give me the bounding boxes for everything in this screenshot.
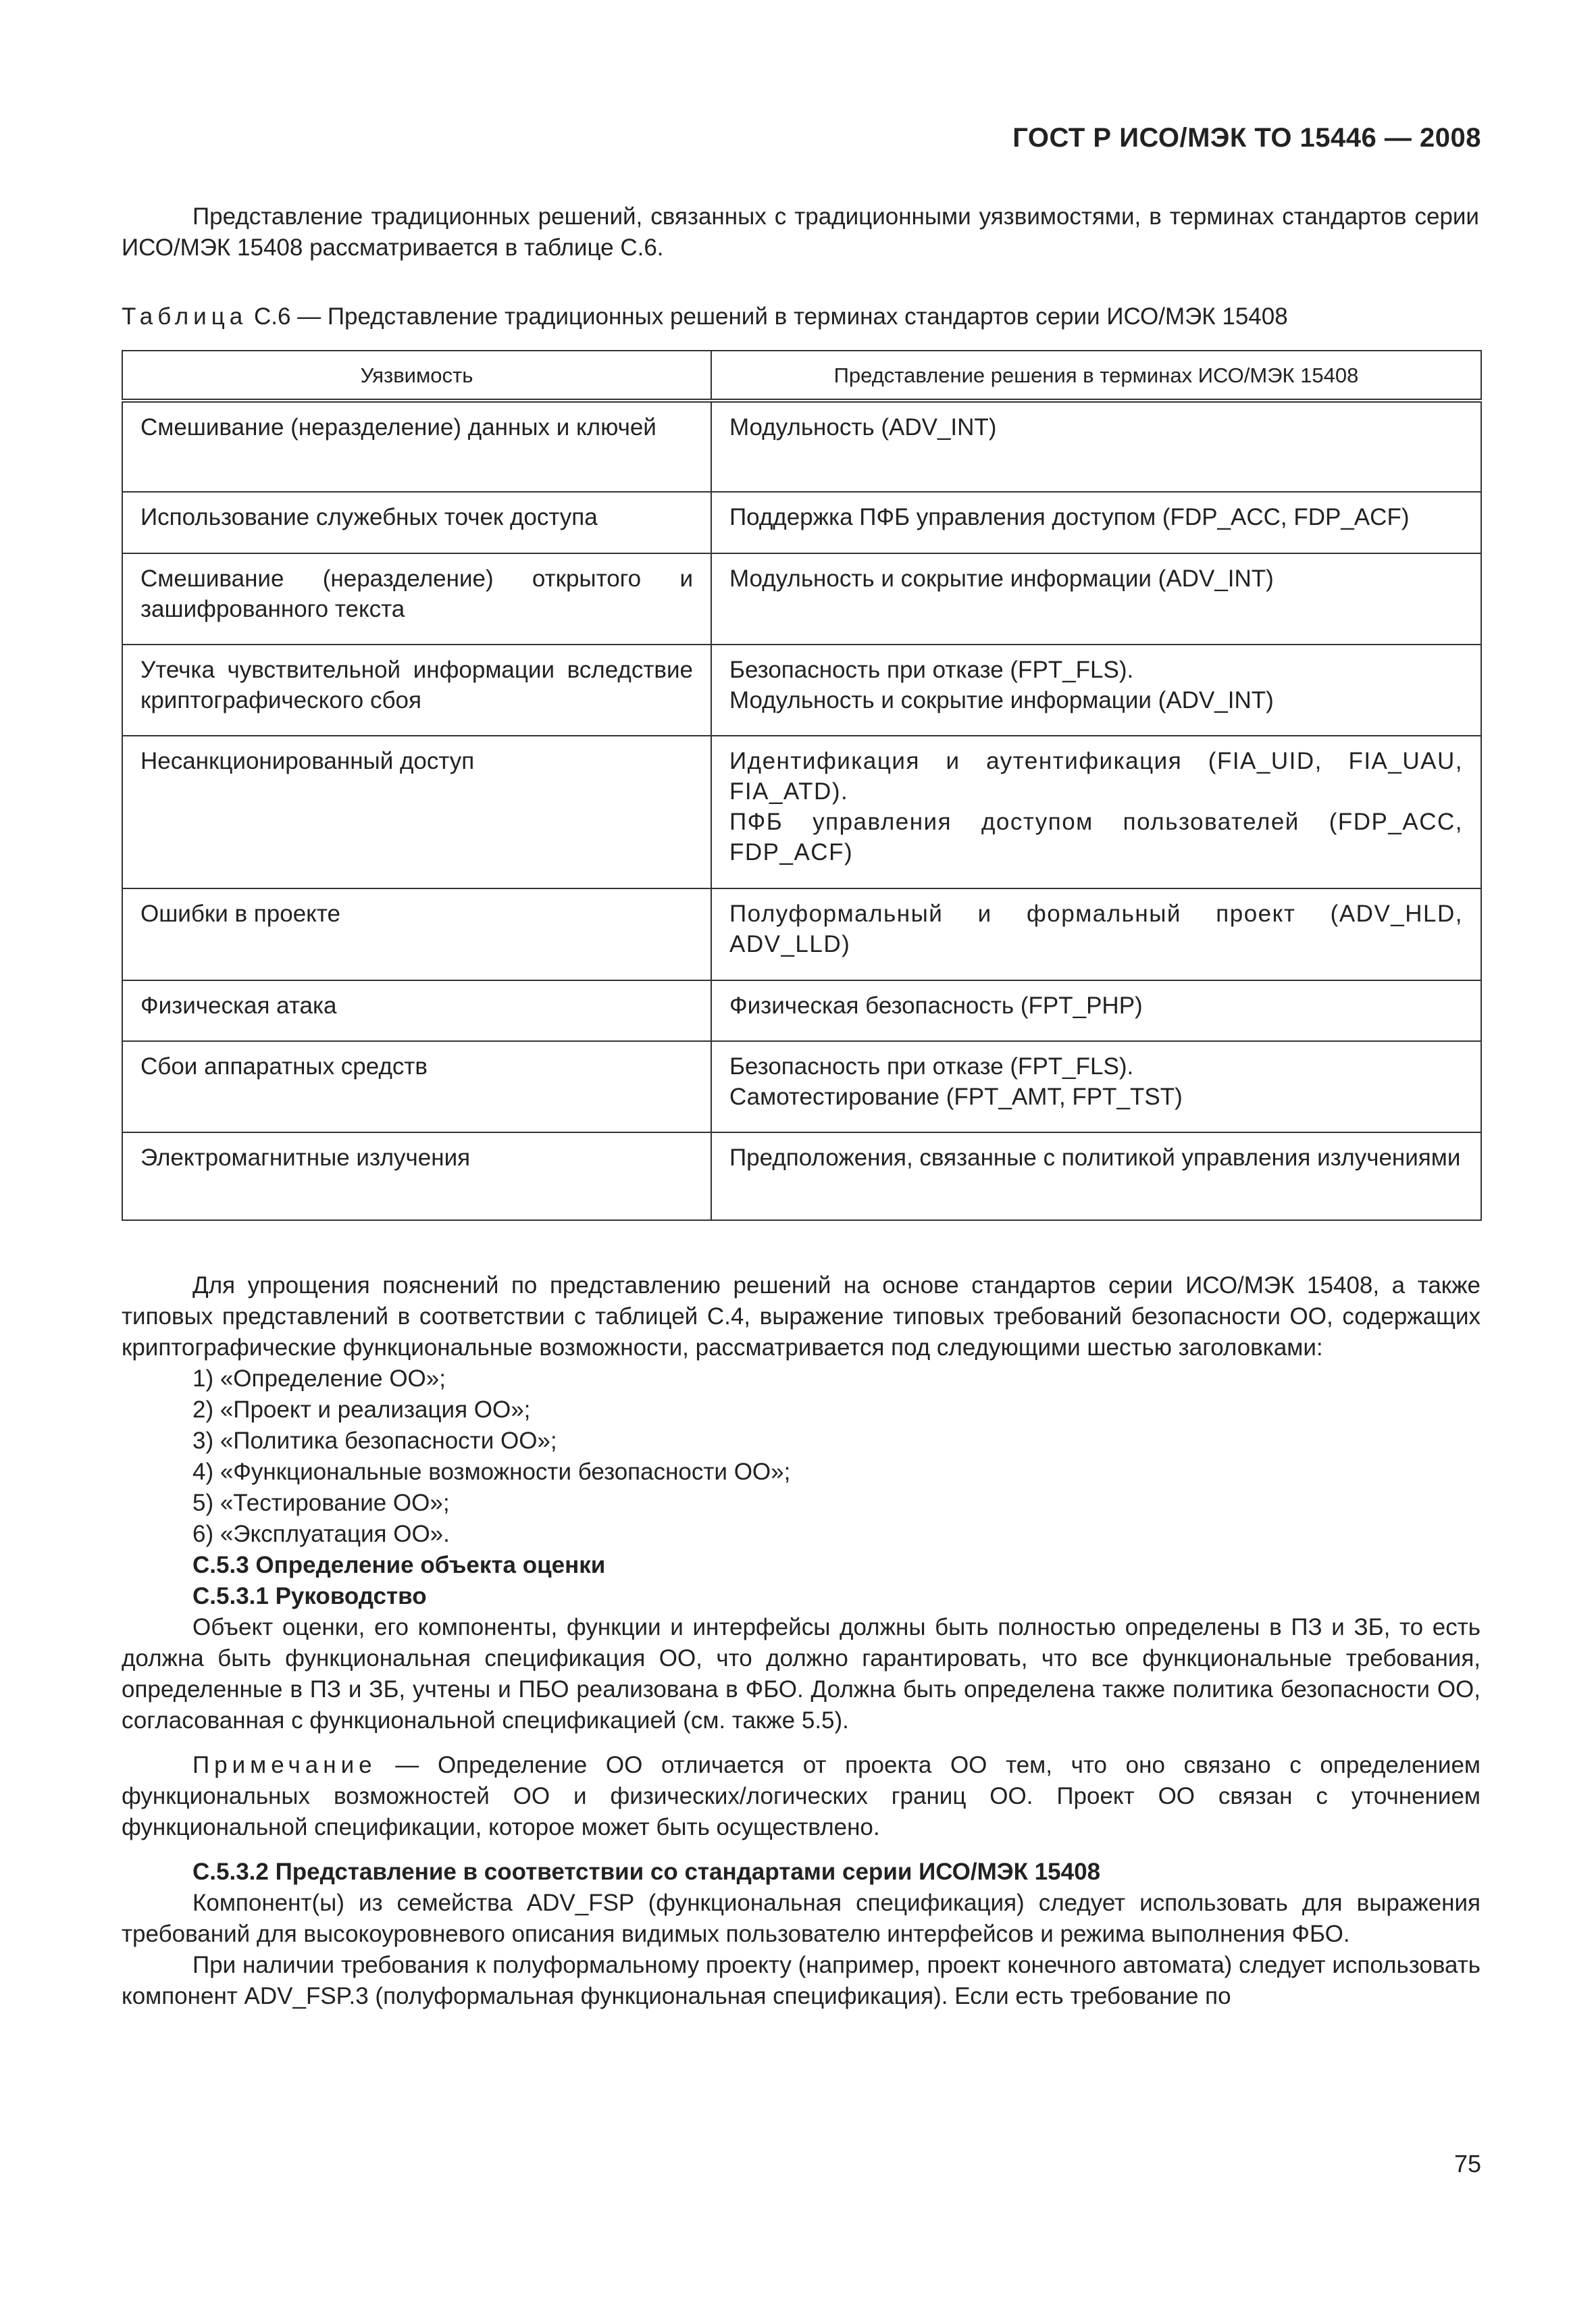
table-row	[122, 401, 1481, 492]
table-row	[122, 645, 1481, 736]
table-caption-prefix: Таблица	[122, 303, 248, 330]
table-row	[122, 492, 1481, 553]
solution-cell	[711, 736, 1481, 888]
body-paragraph: Для упрощения пояснений по представлению решений на основе стандартов серии ИСО/МЭК 15408, а также типовых представлений в соответствии с таблицей С.4, выражение типовых требований безопасности ОО, содержащих криптографические функциональные возможности, рассматривается под следующими шестью заголовками:	[122, 1272, 1481, 1361]
column-header-solution: Представление решения в терминах ИСО/МЭК 15408	[711, 351, 1481, 401]
solution-cell	[711, 888, 1481, 980]
table-row	[122, 1132, 1481, 1220]
vulnerability-cell: Физическая атака	[122, 980, 711, 1041]
note-label: Примечание	[192, 1752, 377, 1778]
solution-cell	[711, 1041, 1481, 1132]
vulnerability-cell: Сбои аппаратных средств	[122, 1041, 711, 1132]
list-item: 2) «Проект и реализация ОО»;	[192, 1397, 531, 1423]
subsection-heading: С.5.3.2 Представление в соответствии со стандартами серии ИСО/МЭК 15408	[192, 1859, 1101, 1885]
solution-line: Модульность и сокрытие информации (ADV_INT)	[729, 565, 1274, 592]
vulnerability-cell: Смешивание (неразделение) данных и ключей	[122, 401, 711, 492]
table-caption	[122, 301, 1288, 332]
vulnerability-cell: Использование служебных точек доступа	[122, 492, 711, 553]
section-heading: С.5.3 Определение объекта оценки	[192, 1552, 606, 1578]
table-row	[122, 1041, 1481, 1132]
solution-line: ПФБ управления доступом пользователей (FDP_ACC, FDP_ACF)	[729, 809, 1463, 865]
table-row	[122, 736, 1481, 888]
solution-line: Поддержка ПФБ управления доступом (FDP_ACC, FDP_ACF)	[729, 504, 1410, 530]
list-item: 6) «Эксплуатация ОО».	[192, 1521, 450, 1547]
body-paragraph: Объект оценки, его компоненты, функции и интерфейсы должны быть полностью определены в ПЗ и ЗБ, то есть должна быть функциональная спецификация ОО, что должно гарантировать, что все функциональные требования, определенные в ПЗ и ЗБ, учтены и ПБО реализована в ФБО. Должна быть определена также политика безопасности ОО, согласованная с функциональной спецификацией (см. также 5.5).	[122, 1614, 1481, 1734]
page-number: 75	[1453, 2150, 1481, 2178]
vulnerability-table	[122, 350, 1482, 1221]
list-item: 3) «Политика безопасности ОО»;	[192, 1428, 557, 1454]
solution-cell	[711, 1132, 1481, 1220]
table-header-row	[122, 351, 1481, 401]
table-row	[122, 980, 1481, 1041]
intro-paragraph	[122, 201, 1479, 263]
table-caption-text: С.6 — Представление традиционных решений в терминах стандартов серии ИСО/МЭК 15408	[247, 303, 1288, 330]
document-header: ГОСТ Р ИСО/МЭК ТО 15446 — 2008	[1012, 123, 1481, 153]
table-row	[122, 553, 1481, 645]
list-item: 4) «Функциональные возможности безопасности ОО»;	[192, 1459, 791, 1485]
list-item: 5) «Тестирование ОО»;	[192, 1490, 450, 1516]
solution-line: Безопасность при отказе (FPT_FLS).	[729, 1053, 1134, 1080]
solution-cell	[711, 553, 1481, 645]
column-header-vulnerability: Уязвимость	[122, 351, 711, 401]
solution-cell	[711, 401, 1481, 492]
body-paragraph: Компонент(ы) из семейства ADV_FSP (функциональная спецификация) следует использовать для выражения требований для высокоуровневого описания видимых пользователю интерфейсов и режима выполнения ФБО.	[122, 1890, 1481, 1947]
vulnerability-cell: Несанкционированный доступ	[122, 736, 711, 888]
body-text	[122, 1270, 1481, 2012]
solution-line: Безопасность при отказе (FPT_FLS).	[729, 657, 1134, 683]
vulnerability-cell: Ошибки в проекте	[122, 888, 711, 980]
vulnerability-cell: Смешивание (неразделение) открытого и зашифрованного текста	[122, 553, 711, 645]
intro-text: Представление традиционных решений, связанных с традиционными уязвимостями, в терминах стандартов серии ИСО/МЭК 15408 рассматривается в таблице С.6.	[122, 203, 1479, 261]
solution-line: Модульность (ADV_INT)	[729, 414, 997, 441]
subsection-heading: С.5.3.1 Руководство	[192, 1583, 427, 1609]
solution-line: Самотестирование (FPT_AMT, FPT_TST)	[729, 1084, 1183, 1110]
solution-line: Идентификация и аутентификация (FIA_UID, FIA_UAU, FIA_ATD).	[729, 748, 1463, 805]
body-paragraph: При наличии требования к полуформальному проекту (например, проект конечного автомата) следует использовать компонент ADV_FSP.3 (полуформальная функциональная спецификация). Если есть требование по	[122, 1952, 1481, 2009]
vulnerability-cell: Утечка чувствительной информации вследствие криптографического сбоя	[122, 645, 711, 736]
solution-cell	[711, 980, 1481, 1041]
solution-line: Модульность и сокрытие информации (ADV_INT)	[729, 687, 1274, 713]
note-text: — Определение ОО отличается от проекта ОО тем, что оно связано с определением функциональных возможностей ОО и физических/логических границ ОО. Проект ОО связан с уточнением функциональной спецификации, которое может быть осуществлено.	[122, 1752, 1481, 1840]
vulnerability-cell: Электромагнитные излучения	[122, 1132, 711, 1220]
table-row	[122, 888, 1481, 980]
solution-cell	[711, 492, 1481, 553]
solution-line: Предположения, связанные с политикой управления излучениями	[729, 1145, 1461, 1171]
solution-cell	[711, 645, 1481, 736]
solution-line: Физическая безопасность (FPT_PHP)	[729, 992, 1143, 1019]
solution-line: Полуформальный и формальный проект (ADV_HLD, ADV_LLD)	[729, 901, 1463, 957]
note-paragraph	[122, 1750, 1481, 1843]
list-item: 1) «Определение ОО»;	[192, 1365, 446, 1392]
